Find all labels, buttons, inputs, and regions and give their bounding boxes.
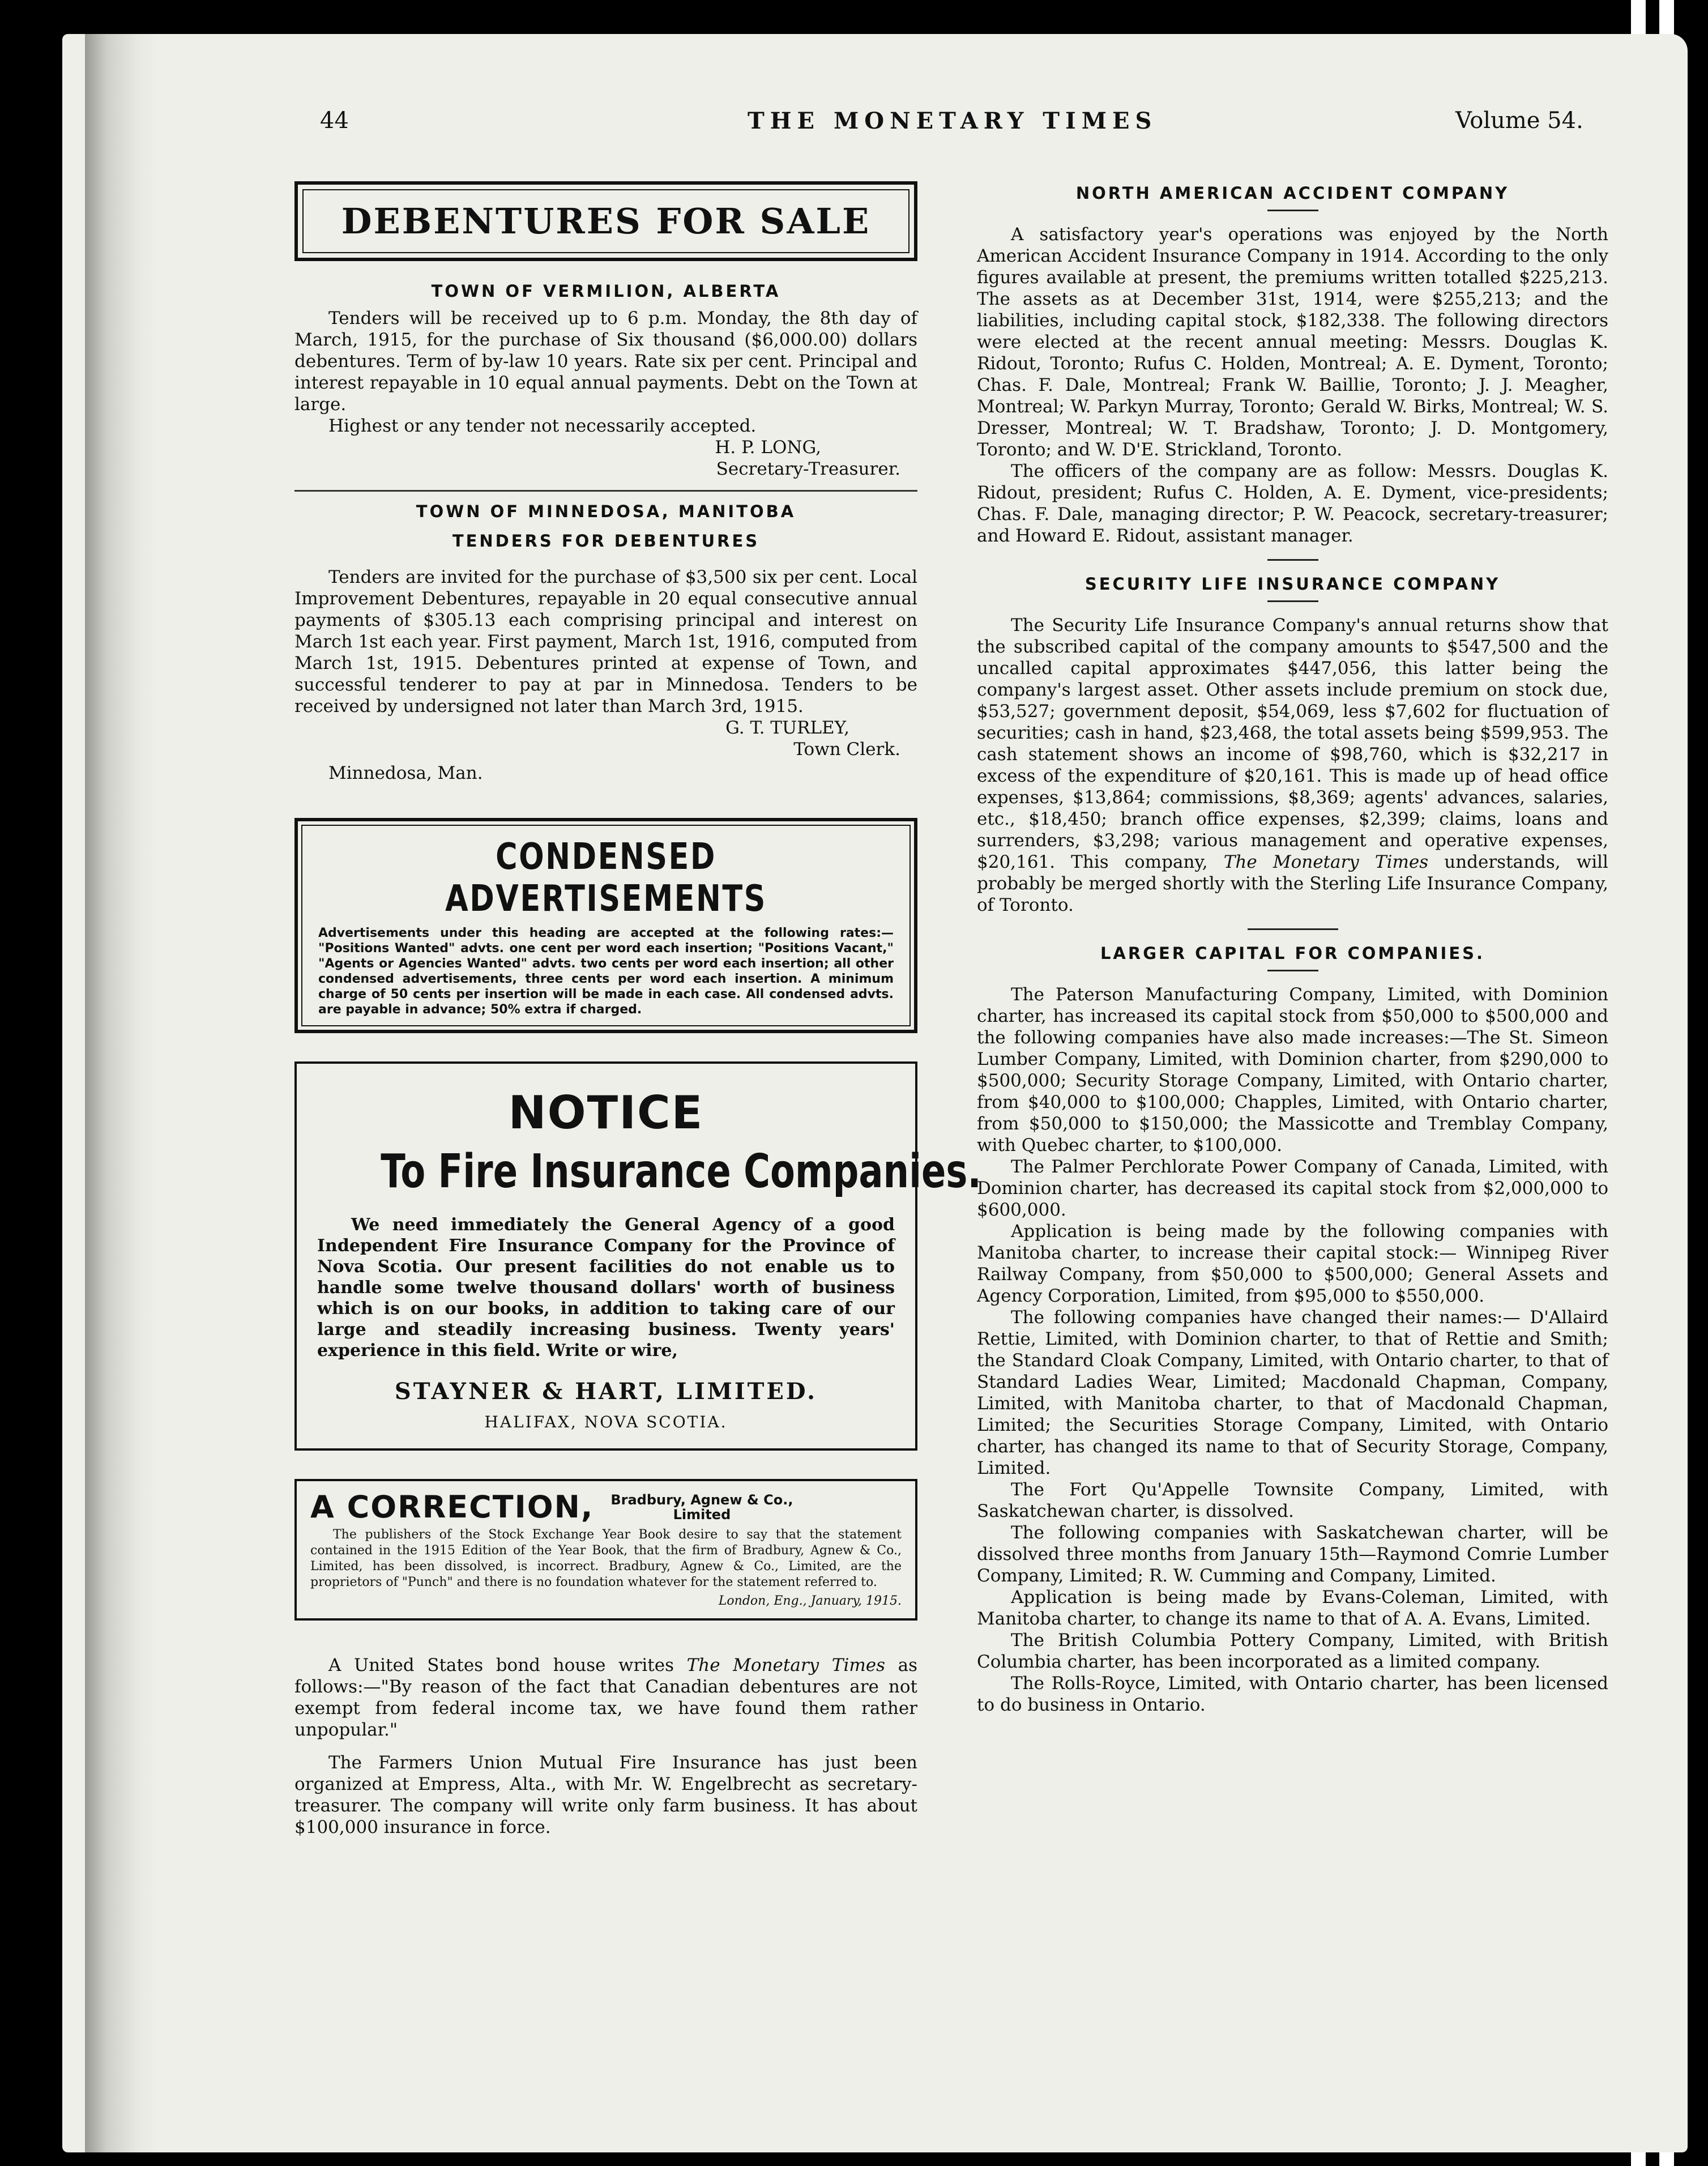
notice-location: HALIFAX, NOVA SCOTIA. (484, 1413, 728, 1431)
vermilion-body: Tenders will be received up to 6 p.m. Monday, the 8th day of March, 1915, for the purchase of Six thousand ($6,000.00) dollars debentures. Term of by-law 10 years. Rate six per cent. Principal and interest repayable in 10 equal annual payments. Debt on the Town at large. (294, 308, 917, 415)
security-paragraph (977, 615, 1608, 916)
notice-body: We need immediately the General Agency of a good Independent Fire Insurance Company for the Province of Nova Scotia. Our present facilities do not enable us to handle some twelve thousand dollars' worth of business which is on our books, in addition to taking care of our large and steadily increasing business. Twenty years' experience in this field. Write or wire, (317, 1215, 895, 1361)
security-text-a: The Security Life Insurance Company's annual returns show that the subscribed capital of the company amounts to $547,500 and the uncalled capital approximates $447,056, this latter being the company's largest asset. Other assets include premium on stock due, $53,527; government deposit, $54,069, less $7,602 for fluctuation of securities; cash in hand, $23,468, the total assets being $599,953. The cash statement shows an income of $98,760, which is $32,217 in excess of the expenditure of $20,161. This is made up of head office expenses, $13,864; commissions, $8,369; agents' advances, salaries, etc., $18,450; branch office expenses, $2,399; claims, loans and surrenders, $3,298; various management and operative expenses, $20,161. This company, (977, 615, 1608, 872)
vermilion-signature-title: Secretary-Treasurer. (716, 459, 900, 479)
larger-capital-heading: LARGER CAPITAL FOR COMPANIES. (1100, 944, 1485, 963)
larger-paragraph: The Fort Qu'Appelle Townsite Company, Limited, with Saskatchewan charter, is dissolved. (977, 1479, 1608, 1521)
divider (1267, 210, 1318, 211)
vermilion-signature: H. P. LONG, (715, 437, 821, 458)
correction-firm-line2: Limited (673, 1507, 731, 1523)
vermilion-body2: Highest or any tender not necessarily accepted. (328, 416, 757, 436)
notice-firm: STAYNER & HART, LIMITED. (394, 1378, 818, 1405)
minnedosa-body: Tenders are invited for the purchase of $3,500 six per cent. Local Improvement Debentures, repayable in 20 equal consecutive annual payments of $305.13 each comprising principal and interest on March 1st each year. First payment, March 1st, 1916, computed from March 1st, 1915. Debentures printed at expense of Town, and successful tenderer to pay at par in Minnedosa. Tenders to be received by undersigned not later than March 3rd, 1915. (294, 567, 917, 717)
naac-paragraph-2: The officers of the company are as follow: Messrs. Douglas K. Ridout, president; Rufus C. Holden, A. E. Dyment, vice-presidents; Chas. F. Dale, managing director; P. W. Peacock, secretary-treasurer; and Howard E. Ridout, assistant manager. (977, 461, 1608, 546)
divider (1248, 928, 1338, 930)
condensed-ads-title: CONDENSED ADVERTISEMENTS (445, 836, 767, 920)
left-column (294, 181, 981, 1838)
security-text-b: understands, will probably be merged shortly with the Sterling Life Insurance Company, of Toronto. (977, 852, 1608, 915)
naac-heading: NORTH AMERICAN ACCIDENT COMPANY (1075, 184, 1510, 203)
larger-paragraph: The following companies have changed their names:— D'Allaird Rettie, Limited, with Dominion charter, to that of Rettie and Smith; the Standard Cloak Company, Limited, with Ontario charter, to that of Standard Ladies Wear, Limited; Macdonald Chapman, Company, Limited, with Manitoba charter, to that of Macdonald Chapman, Limited; the Securities Storage Company, Limited, with Ontario charter, has changed its name to that of Security Storage, Company, Limited. (977, 1307, 1608, 1478)
volume-label: Volume 54. (1455, 108, 1583, 134)
security-text-italic: The Monetary Times (1223, 852, 1429, 872)
naac-paragraph-1: A satisfactory year's operations was enjoyed by the North American Accident Insurance Company in 1914. According to the only figures available at present, the premiums written totalled $225,213. The assets as at December 31st, 1914, were $255,213; and the liabilities, including capital stock, $182,338. The following directors were elected at the recent annual meeting: Messrs. Douglas K. Ridout, Toronto; Rufus C. Holden, Montreal; A. E. Dyment, Toronto; Chas. F. Dale, Montreal; Frank W. Baillie, Toronto; J. J. Meagher, Montreal; W. Parkyn Murray, Toronto; Gerald W. Birks, Montreal; W. S. Dresser, Montreal; W. T. Bradshaw, Toronto; J. D. Montgomery, Toronto; and W. D'E. Strickland, Toronto. (977, 224, 1608, 460)
correction-firm-line1: Bradbury, Agnew & Co., (610, 1492, 793, 1508)
larger-paragraph: The British Columbia Pottery Company, Limited, with British Columbia charter, has been incorporated as a limited company. (977, 1630, 1608, 1672)
publication-title: THE MONETARY TIMES (748, 108, 1158, 134)
minnedosa-signature-title: Town Clerk. (793, 739, 900, 760)
bond-text-italic: The Monetary Times (686, 1655, 886, 1675)
condensed-ads-text: Advertisements under this heading are accepted at the following rates:— "Positions Wanted" advts. one cent per word each insertion; "Positions Vacant," "Agents or Agencies Wanted" advts. two cents per word each insertion; all other condensed advertisements, three cents per word each insertion. A minimum charge of 50 cents per insertion will be made in each case. All condensed advts. are payable in advance; 50% extra if charged. (318, 926, 894, 1017)
bond-text-a: A United States bond house writes (328, 1655, 687, 1675)
page-number: 44 (320, 108, 349, 134)
condensed-ads-box (294, 818, 917, 1033)
minnedosa-signature: G. T. TURLEY, (725, 718, 849, 738)
divider (1267, 600, 1318, 602)
security-heading: SECURITY LIFE INSURANCE COMPANY (1084, 574, 1501, 594)
correction-firm (610, 1489, 793, 1522)
larger-paragraph: Application is being made by the following companies with Manitoba charter, to increase their capital stock:— Winnipeg River Railway Company, from $50,000 to $500,000; General Assets and Agency Corporation, Limited, from $95,000 to $550,000. (977, 1221, 1608, 1306)
larger-paragraph: The Palmer Perchlorate Power Company of Canada, Limited, with Dominion charter, has decreased its capital stock from $2,000,000 to $600,000. (977, 1157, 1608, 1220)
larger-paragraph: Application is being made by Evans-Coleman, Limited, with Manitoba charter, to change its name to that of A. A. Evans, Limited. (977, 1587, 1608, 1629)
divider (1267, 559, 1318, 561)
notice-box (294, 1061, 981, 1451)
debentures-title: DEBENTURES FOR SALE (302, 189, 909, 253)
larger-paragraph: The Rolls-Royce, Limited, with Ontario charter, has been licensed to do business in Ontario. (977, 1673, 1608, 1715)
book-gutter (85, 34, 159, 2152)
debentures-box (294, 181, 917, 261)
larger-paragraph: The following companies with Saskatchewan charter, will be dissolved three months from January 15th—Raymond Comrie Lumber Company, Limited; R. W. Cumming and Company, Limited. (977, 1523, 1608, 1586)
correction-date: London, Eng., January, 1915. (718, 1594, 902, 1608)
minnedosa-place: Minnedosa, Man. (328, 763, 483, 783)
larger-paragraph: The Paterson Manufacturing Company, Limited, with Dominion charter, has increased its capital stock from $50,000 to $500,000 and the following companies have also made increases:—The St. Simeon Lumber Company, Limited, with Dominion charter, from $290,000 to $500,000; Security Storage Company, Limited, with Ontario charter, from $40,000 to $100,000; Chapples, Limited, with Ontario charter, from $50,000 to $150,000; the Massicotte and Tremblay Company, with Quebec charter, to $100,000. (977, 984, 1608, 1156)
correction-box (294, 1479, 917, 1621)
bond-house-paragraph (294, 1655, 917, 1741)
correction-title: A CORRECTION, (310, 1489, 594, 1525)
notice-title: NOTICE (508, 1086, 704, 1139)
bond-text-b: as follows:—"By reason of the fact that Canadian debentures are not exempt from federal income tax, we have found them rather unpopular." (294, 1655, 917, 1740)
correction-text: The publishers of the Stock Exchange Year Book desire to say that the statement contained in the 1915 Edition of the Year Book, that the firm of Bradbury, Agnew & Co., Limited, has been dissolved, is incorrect. Bradbury, Agnew & Co., Limited, are the proprietors of "Punch" and there is no foundation whatever for the statement referred to. (310, 1528, 902, 1589)
vermilion-heading: TOWN OF VERMILION, ALBERTA (431, 282, 781, 301)
divider (294, 490, 917, 492)
minnedosa-subheading: TENDERS FOR DEBENTURES (452, 531, 760, 551)
right-column (977, 181, 1608, 1716)
film-mark (1659, 0, 1674, 35)
farmers-paragraph: The Farmers Union Mutual Fire Insurance has just been organized at Empress, Alta., with Mr. W. Engelbrecht as secretary-treasurer. The company will write only farm business. It has about $100,000 insurance in force. (294, 1753, 917, 1837)
notice-subtitle: To Fire Insurance Companies. (381, 1145, 981, 1199)
minnedosa-heading: TOWN OF MINNEDOSA, MANITOBA (416, 502, 796, 521)
film-mark (1631, 0, 1646, 35)
divider (1267, 970, 1318, 971)
